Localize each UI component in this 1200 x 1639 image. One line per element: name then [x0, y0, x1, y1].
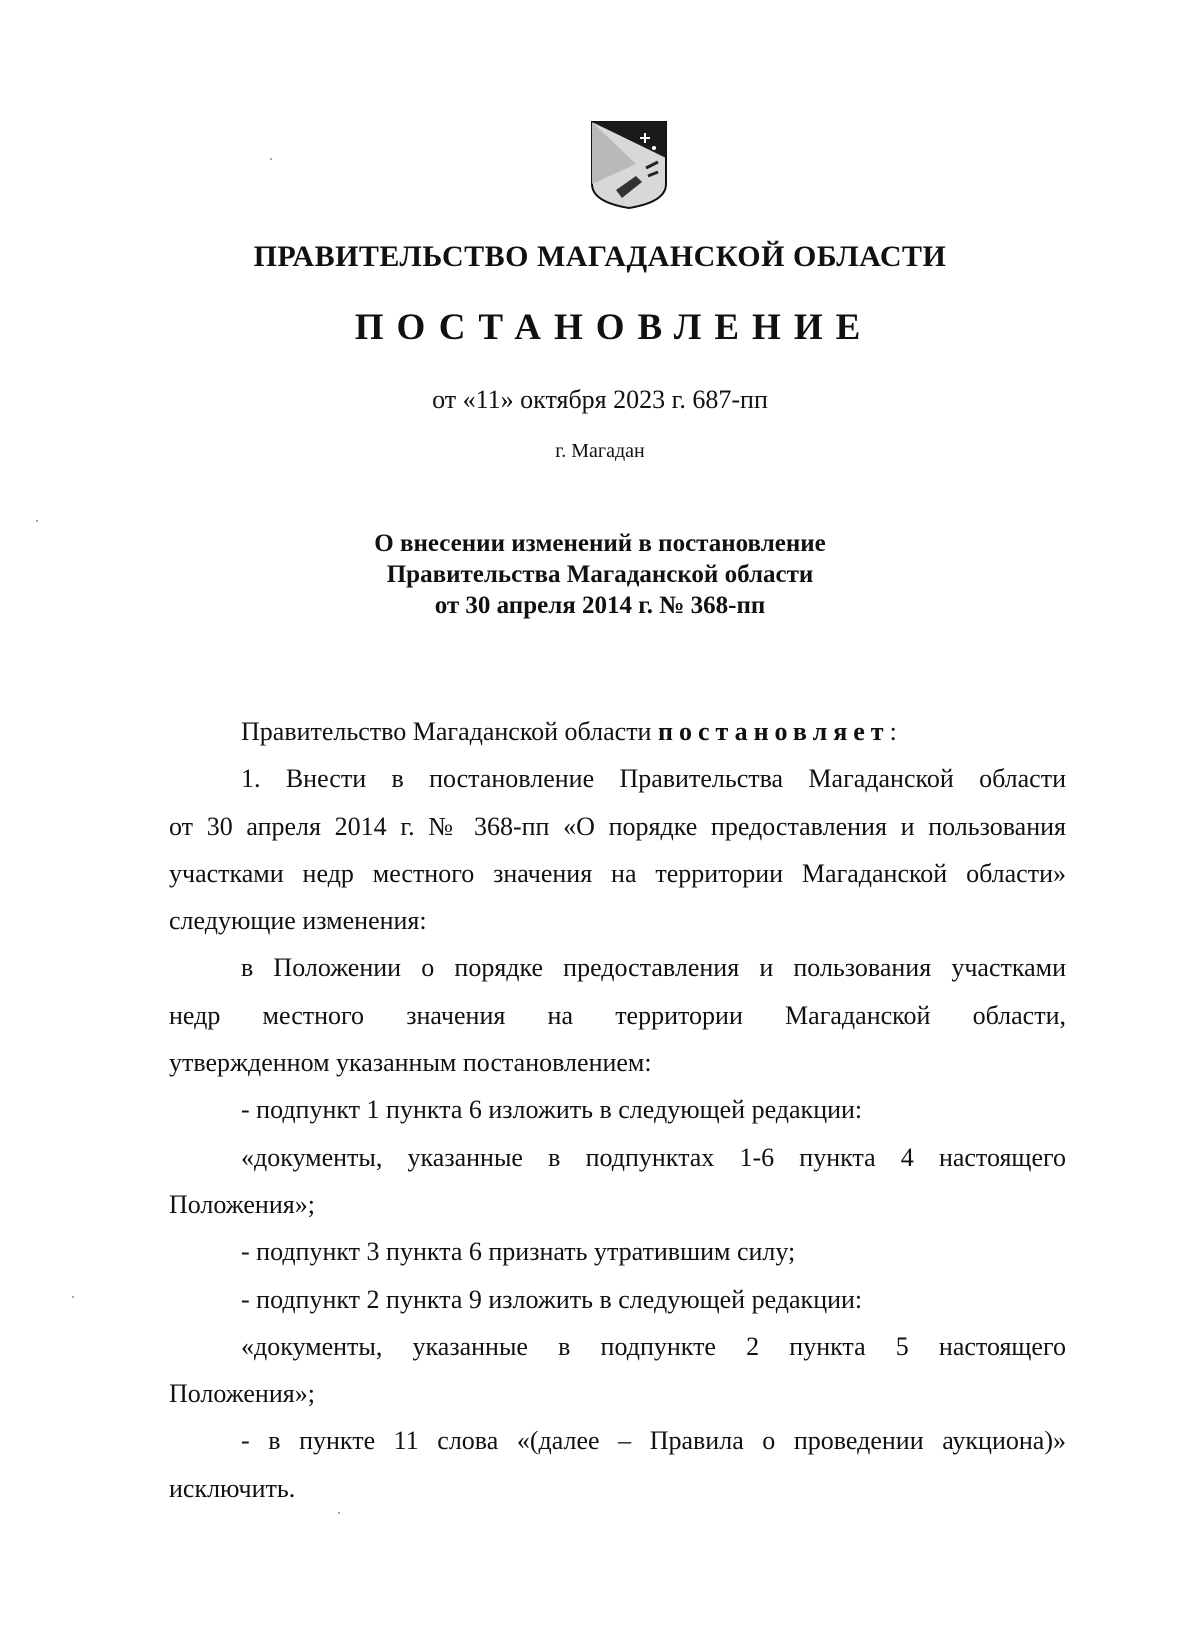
subject-line-1: О внесении изменений в постановление: [374, 530, 826, 557]
list-item-4-line-1: - в пункте 11 слова «(далее – Правила о проведении аукциона)»: [241, 1426, 1066, 1456]
coat-of-arms-icon: [586, 118, 672, 210]
paragraph-2-line-2: недр местного значения на территории Магаданской области,: [169, 1000, 1066, 1030]
scan-speck: [270, 158, 272, 160]
subject-line-2: Правительства Магаданской области: [386, 561, 814, 588]
subject-line-3: от 30 апреля 2014 г. № 368-пп: [434, 592, 766, 619]
quote-2-line-1: «документы, указанные в подпункте 2 пункта 5 настоящего: [241, 1331, 1066, 1361]
paragraph-1-line-3: участками недр местного значения на территории Магаданской области»: [169, 858, 1066, 888]
paragraph-2-line-1: в Положении о порядке предоставления и пользования участками: [241, 953, 1066, 983]
scan-speck: [72, 1296, 74, 1298]
scan-speck: [338, 1512, 340, 1514]
quote-2-line-2: Положения»;: [169, 1379, 315, 1409]
preamble-verb: постановляет: [657, 717, 890, 746]
document-body: [169, 708, 1066, 1512]
document-type-title: ПОСТАНОВЛЕНИЕ: [354, 307, 874, 348]
paragraph-2-line-3: утвержденном указанным постановлением:: [169, 1048, 652, 1078]
quote-1-line-1: «документы, указанные в подпунктах 1-6 пункта 4 настоящего: [241, 1142, 1066, 1172]
quote-1-line-2: Положения»;: [169, 1189, 315, 1219]
preamble-paragraph: [169, 708, 1066, 755]
paragraph-1-line-1: 1. Внести в постановление Правительства Магаданской области: [241, 764, 1066, 794]
paragraph-1-line-4: следующие изменения:: [169, 906, 427, 936]
document-date-number: от «11» октября 2023 г. 687-пп: [432, 385, 768, 414]
list-item-4-line-2: исключить.: [169, 1473, 296, 1503]
document-subject: [0, 528, 1200, 621]
list-item-2: - подпункт 3 пункта 6 признать утратившим силу;: [241, 1237, 796, 1267]
list-item-3: - подпункт 2 пункта 9 изложить в следующей редакции:: [241, 1284, 863, 1314]
list-item-1: - подпункт 1 пункта 6 изложить в следующей редакции:: [241, 1095, 863, 1125]
government-title: ПРАВИТЕЛЬСТВО МАГАДАНСКОЙ ОБЛАСТИ: [253, 240, 947, 273]
preamble-text: Правительство Магаданской области: [241, 717, 652, 746]
document-city: г. Магадан: [555, 440, 645, 462]
scan-speck: [36, 520, 38, 522]
paragraph-1-line-2: от 30 апреля 2014 г. № 368-пп «О порядке предоставления и пользования: [169, 811, 1066, 841]
preamble-colon: :: [889, 717, 897, 746]
